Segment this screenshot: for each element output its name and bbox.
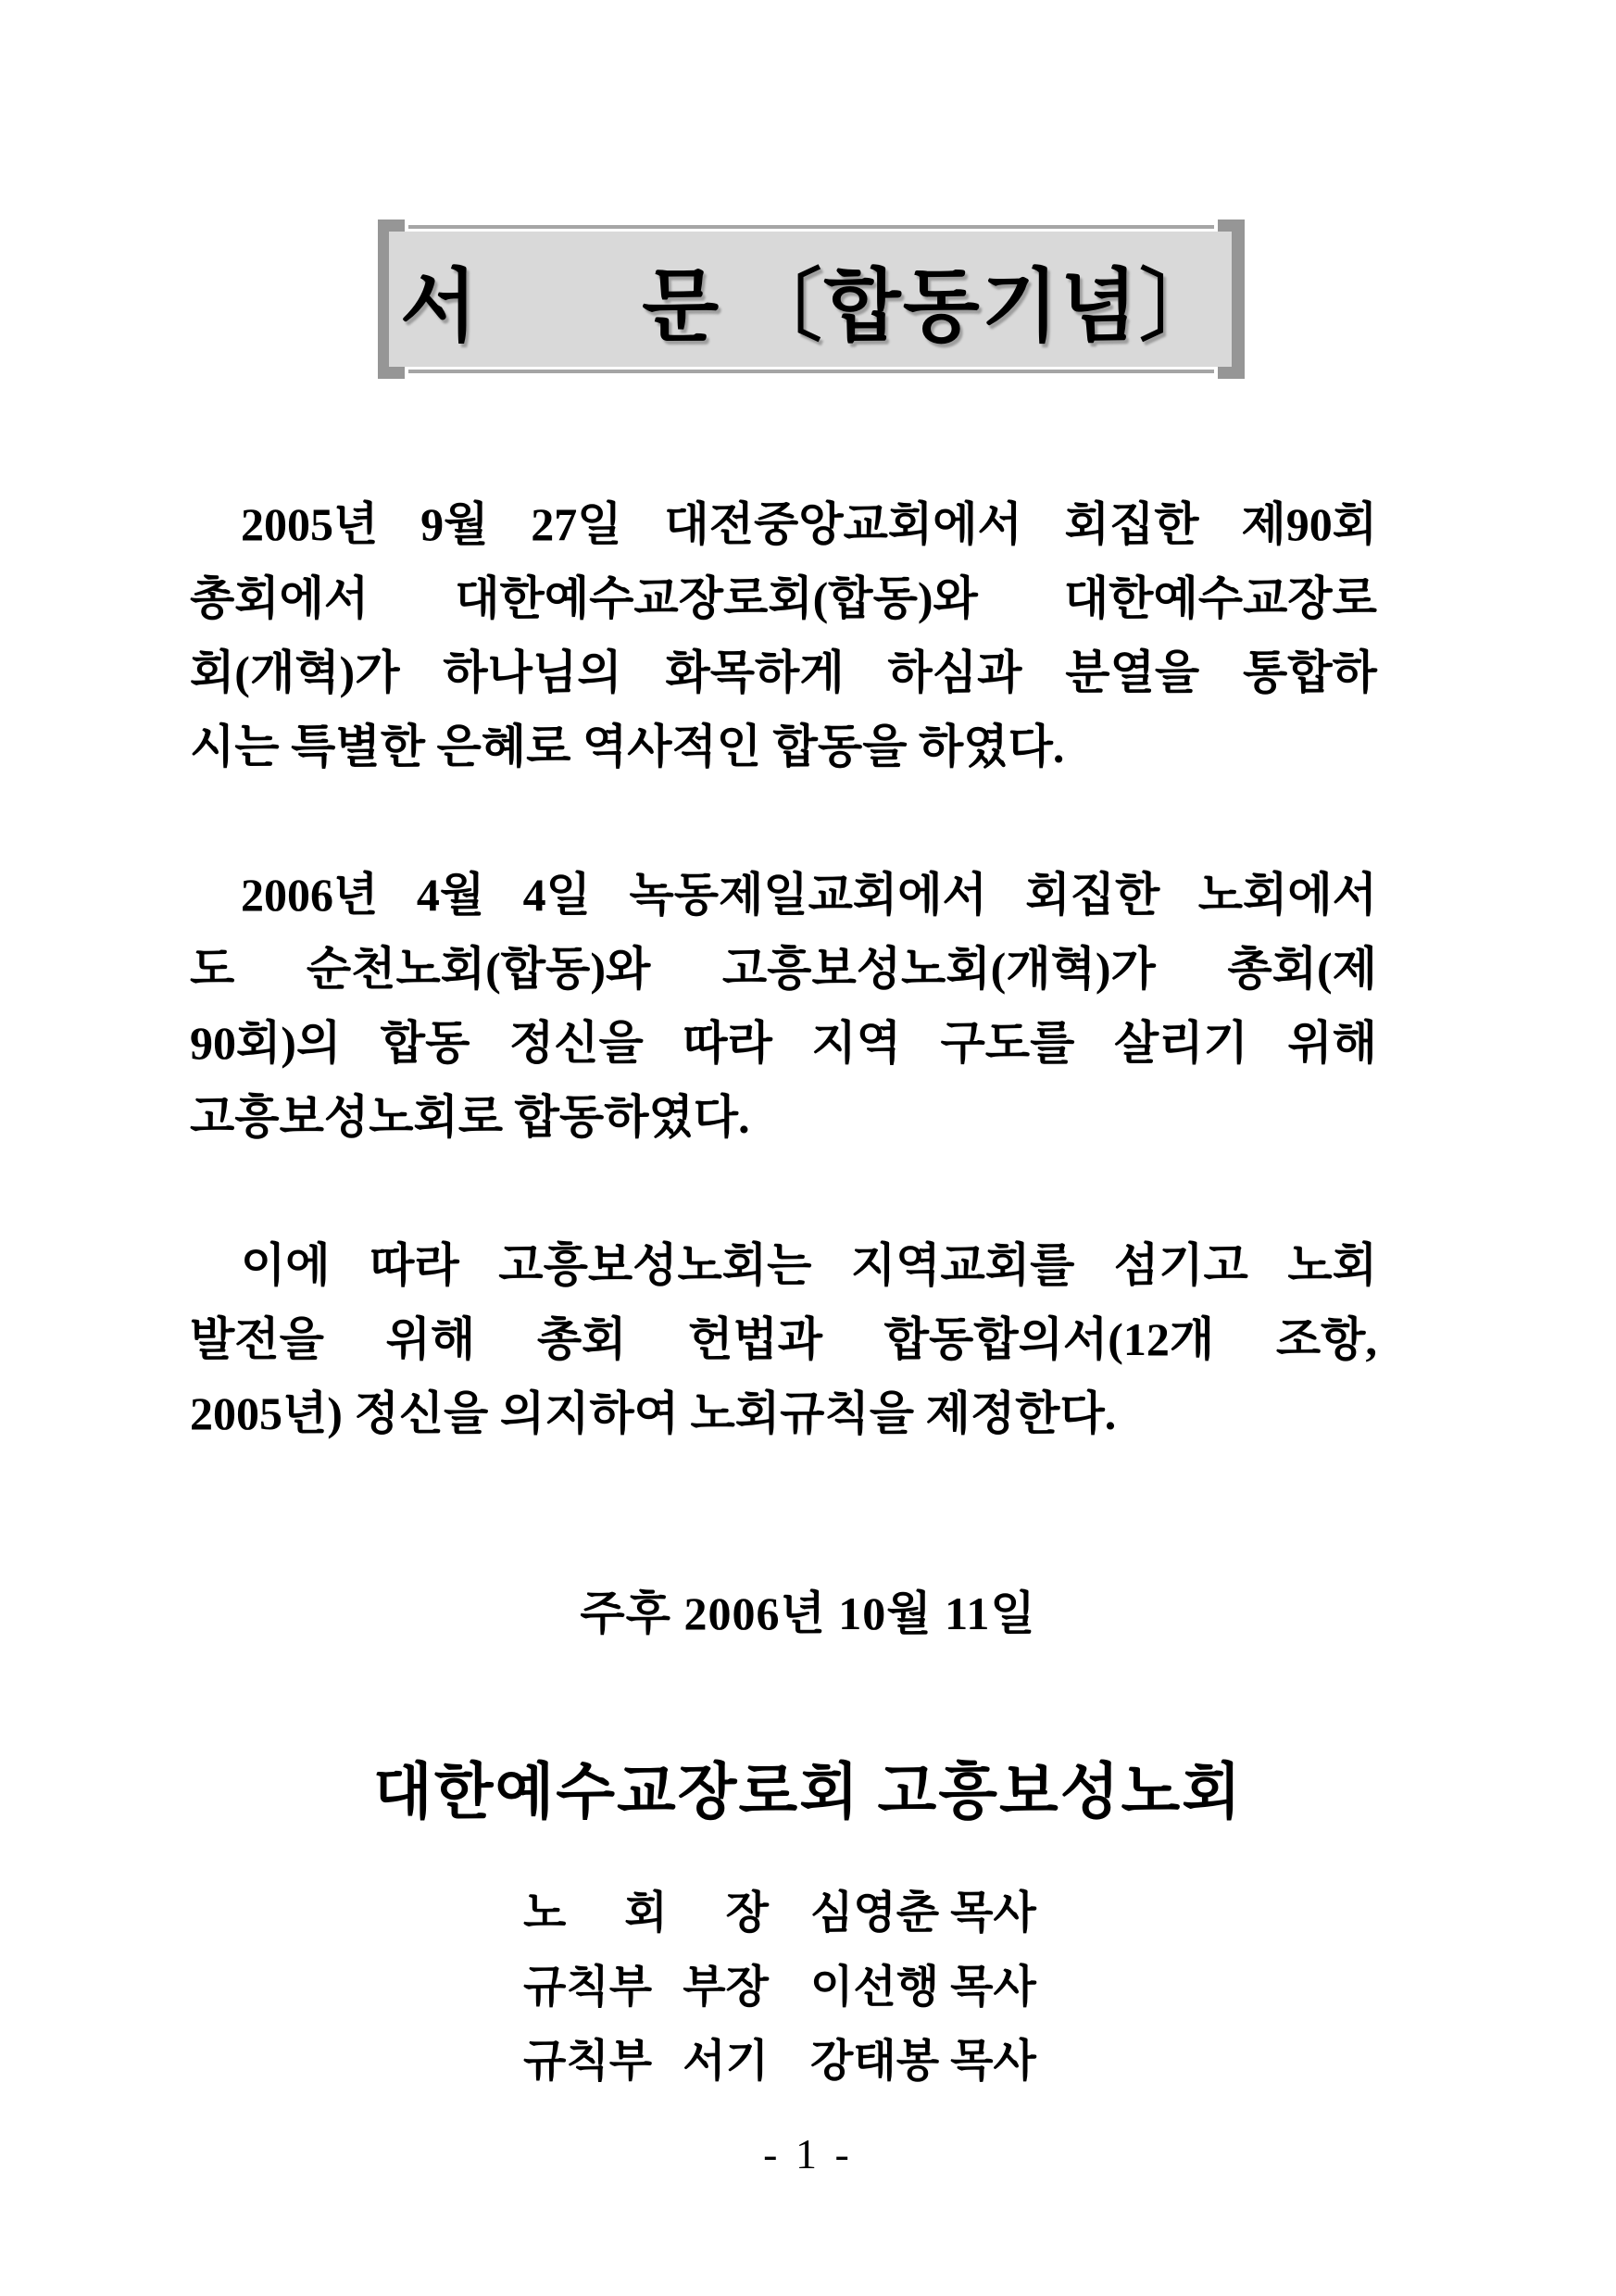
word: 하나님의 bbox=[443, 646, 622, 698]
officer-row bbox=[523, 1945, 1036, 2019]
word: 도 bbox=[190, 943, 235, 995]
document-title: 서 문 〔합동기념〕 bbox=[400, 262, 1221, 351]
officer-name: 심영춘 목사 bbox=[810, 1888, 1036, 1938]
word: 통합하 bbox=[1243, 646, 1377, 698]
word: 지역 bbox=[811, 1017, 901, 1069]
paragraph-line bbox=[190, 1299, 1377, 1373]
word: 2005년 bbox=[241, 498, 379, 550]
word: 위해 bbox=[385, 1313, 476, 1365]
word: 총회에서 bbox=[190, 572, 370, 624]
word: 분열을 bbox=[1065, 646, 1200, 698]
banner-bottom-rule bbox=[408, 370, 1214, 373]
word: 제90회 bbox=[1241, 498, 1377, 550]
word: 구도를 bbox=[940, 1017, 1075, 1069]
officer-role bbox=[523, 1876, 769, 1940]
paragraph-line: 2005년) 정신을 의지하여 노회규칙을 제정한다. bbox=[190, 1387, 1117, 1439]
word: 총회 bbox=[536, 1313, 627, 1365]
paragraph-line bbox=[190, 1224, 1377, 1299]
word: 2006년 bbox=[241, 869, 379, 921]
word: 헌법과 bbox=[688, 1313, 823, 1365]
word: 회(개혁)가 bbox=[190, 646, 400, 698]
page-number: - 1 - bbox=[763, 2129, 853, 2177]
paragraph-2 bbox=[190, 854, 1377, 1150]
title-banner bbox=[378, 220, 1245, 380]
officers-list bbox=[523, 1871, 1036, 2093]
word: 부장 bbox=[683, 1962, 769, 2012]
word: 총회(제 bbox=[1227, 943, 1377, 995]
word: 녹동제일교회에서 bbox=[629, 869, 987, 921]
word: 90회)의 bbox=[190, 1017, 342, 1069]
word: 규칙부 bbox=[523, 2036, 653, 2086]
word: 대한예수교장로 bbox=[1063, 572, 1377, 624]
word: 노 bbox=[523, 1888, 567, 1938]
word: 대한예수교장로회(합동)와 bbox=[455, 572, 978, 624]
officer-role bbox=[523, 1951, 769, 2014]
word: 대전중앙교회에서 bbox=[664, 498, 1022, 550]
officer-name: 이선행 목사 bbox=[810, 1962, 1036, 2012]
officer-name: 강태봉 목사 bbox=[810, 2036, 1036, 2086]
paragraph-line bbox=[190, 558, 1377, 632]
word: 이에 bbox=[241, 1239, 331, 1291]
word: 장 bbox=[725, 1888, 769, 1938]
paragraph-line bbox=[190, 632, 1377, 706]
word: 살리기 bbox=[1113, 1017, 1248, 1069]
word: 합동 bbox=[380, 1017, 470, 1069]
word: 회 bbox=[624, 1888, 668, 1938]
officer-row bbox=[523, 2019, 1036, 2093]
word: 고흥보성노회(개혁)가 bbox=[721, 943, 1156, 995]
word: 서기 bbox=[683, 2036, 769, 2086]
word: 화목하게 bbox=[665, 646, 845, 698]
word: 지역교회를 bbox=[850, 1239, 1075, 1291]
word: 따라 bbox=[370, 1239, 459, 1291]
word: 하심과 bbox=[887, 646, 1022, 698]
word: 9월 bbox=[420, 498, 489, 550]
word: 발전을 bbox=[190, 1313, 324, 1365]
banner-top-rule bbox=[408, 225, 1214, 229]
preamble-body bbox=[190, 483, 1377, 1521]
word: 노회에서 bbox=[1197, 869, 1377, 921]
word: 조항, bbox=[1275, 1313, 1377, 1365]
paragraph-line bbox=[190, 1002, 1377, 1076]
paragraph-line: 고흥보성노회로 합동하였다. bbox=[190, 1091, 750, 1143]
word: 4월 bbox=[416, 869, 485, 921]
word: 27일 bbox=[531, 498, 622, 550]
paragraph-line: 시는 특별한 은혜로 역사적인 합동을 하였다. bbox=[190, 721, 1065, 772]
word: 회집한 bbox=[1025, 869, 1160, 921]
paragraph-line bbox=[190, 928, 1377, 1002]
dated-line: 주후 2006년 10월 11일 bbox=[580, 1587, 1036, 1639]
word: 노회 bbox=[1287, 1239, 1377, 1291]
word: 위해 bbox=[1287, 1017, 1377, 1069]
paragraph-3 bbox=[190, 1224, 1377, 1447]
paragraph-line bbox=[190, 854, 1377, 928]
paragraph-1 bbox=[190, 483, 1377, 780]
officer-row bbox=[523, 1871, 1036, 1945]
word: 회집한 bbox=[1064, 498, 1199, 550]
word: 합동합의서(12개 bbox=[883, 1313, 1215, 1365]
officer-role bbox=[523, 2025, 769, 2089]
word: 섬기고 bbox=[1113, 1239, 1248, 1291]
word: 고흥보성노회는 bbox=[498, 1239, 812, 1291]
paragraph-line bbox=[190, 483, 1377, 558]
word: 순천노회(합동)와 bbox=[306, 943, 651, 995]
word: 따라 bbox=[683, 1017, 772, 1069]
organization-name: 대한예수교장로회 고흥보성노회 bbox=[372, 1758, 1244, 1826]
word: 4일 bbox=[522, 869, 591, 921]
word: 정신을 bbox=[508, 1017, 644, 1069]
word: 규칙부 bbox=[523, 1962, 653, 2012]
